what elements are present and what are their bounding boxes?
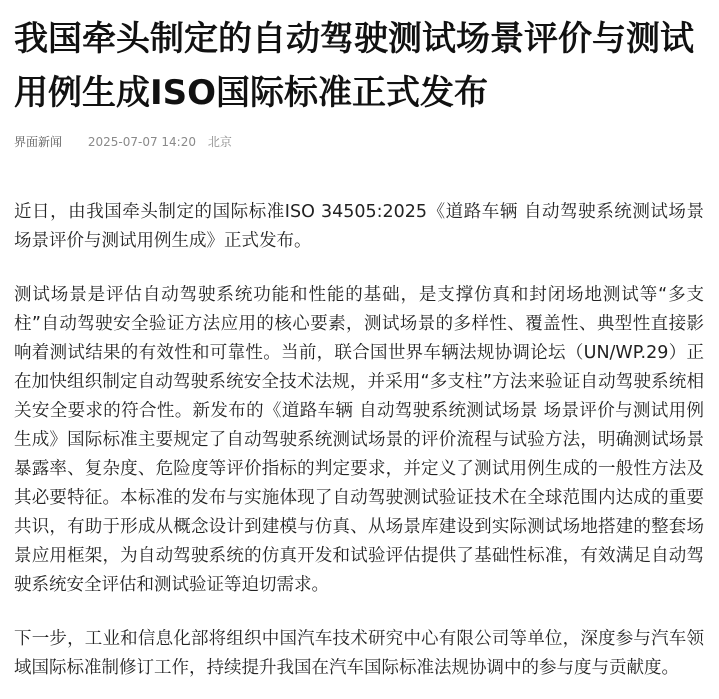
article-location: 北京: [207, 135, 232, 149]
article-title: 我国牵头制定的自动驾驶测试场景评价与测试用例生成ISO国际标准正式发布: [14, 19, 694, 113]
article-date: 2025-07-07 14:20: [87, 135, 196, 149]
article-paragraph-1: 近日，由我国牵头制定的国际标准ISO 34505:2025《道路车辆 自动驾驶系统测试场景 场景评价与测试用例生成》正式发布。: [14, 202, 704, 251]
article-source[interactable]: 界面新闻: [14, 135, 63, 149]
article-paragraph-3: 下一步，工业和信息化部将组织中国汽车技术研究中心有限公司等单位，深度参与汽车领域国际标准制修订工作，持续提升我国在汽车国际标准法规协调中的参与度与贡献度。: [14, 629, 704, 678]
article-paragraph-2: 测试场景是评估自动驾驶系统功能和性能的基础，是支撑仿真和封闭场地测试等“多支柱”自动驾驶安全验证方法应用的核心要素，测试场景的多样性、覆盖性、典型性直接影响着测试结果的有效性和可靠性。当前，联合国世界车辆法规协调论坛（UN/WP.29）正在加快组织制定自动驾驶系统安全技术法规，并采用“多支柱”方法来验证自动驾驶系统相关安全要求的符合性。新发布的《道路车辆 自动驾驶系统测试场景 场景评价与测试用例生成》国际标准主要规定了自动驾驶系统测试场景的评价流程与试验方法，明确测试场景暴露率、复杂度、危险度等评价指标的判定要求，并定义了测试用例生成的一般性方法及其必要特征。本标准的发布与实施体现了自动驾驶测试验证技术在全球范围内达成的重要共识，有助于形成从概念设计到建模与仿真、从场景库建设到实际测试场地搭建的整套场景应用框架，为自动驾驶系统的仿真开发和试验评估提供了基础性标准，有效满足自动驾驶系统安全评估和测试验证等迫切需求。: [14, 285, 704, 595]
article-meta: [14, 134, 232, 150]
